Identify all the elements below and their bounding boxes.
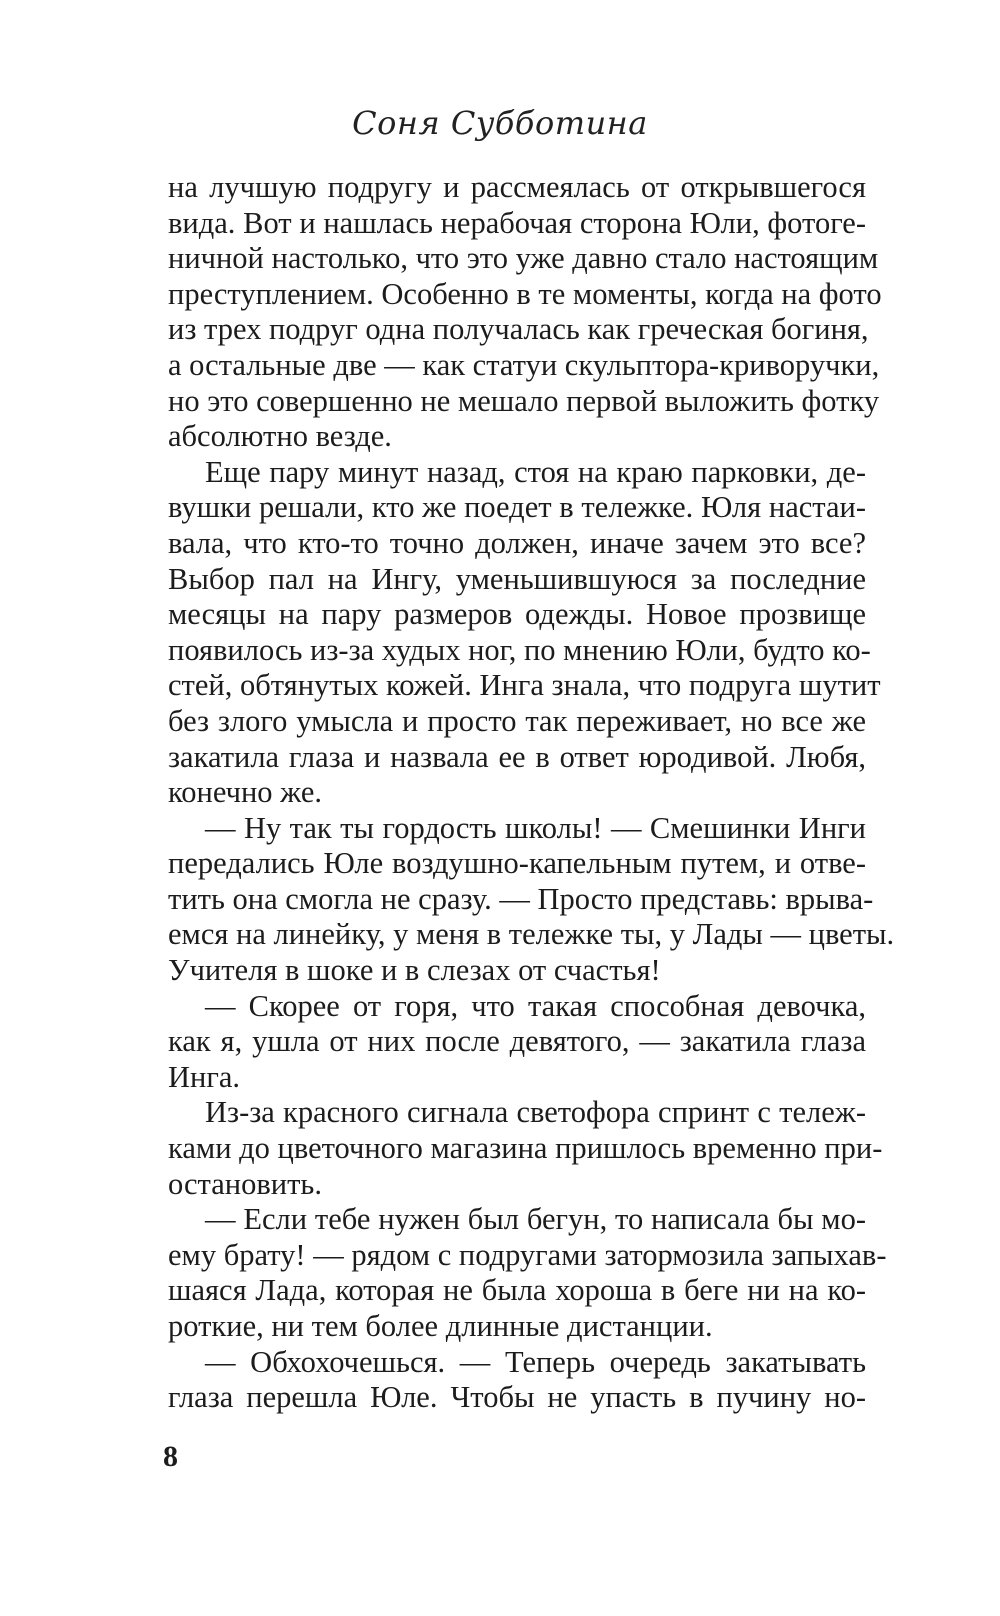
text-line: на лучшую подругу и рассмеялась от открывшегося [168, 170, 866, 204]
text-line: ему брату! — рядом с подругами затормозила запыхав- [168, 1237, 887, 1272]
text-line: передались Юле воздушно-капельным путем, и отве- [168, 846, 866, 881]
text-line: вушки решали, кто же поедет в тележке. Юля настаи- [168, 490, 866, 525]
text-line: тить она смогла не сразу. — Просто представь: врыва- [168, 881, 874, 916]
text-line: остановить. [168, 1166, 322, 1201]
text-line: вала, что кто-то точно должен, иначе зачем это все? [168, 525, 866, 560]
text-line: — Скорее от горя, что такая способная девочка, [205, 988, 866, 1023]
text-line: глаза перешла Юле. Чтобы не упасть в пучину но- [168, 1380, 866, 1415]
text-line: месяцы на пару размеров одежды. Новое прозвище [168, 597, 866, 632]
text-line: вида. Вот и нашлась нерабочая сторона Юли, фотоге- [168, 205, 866, 240]
text-line: ками до цветочного магазина пришлось временно при- [168, 1131, 883, 1166]
text-line: преступлением. Особенно в те моменты, когда на фото [168, 276, 882, 311]
text-line: Выбор пал на Ингу, уменьшившуюся за последние [168, 561, 866, 596]
text-line: емся на линейку, у меня в тележке ты, у Лады — цветы. [168, 917, 895, 952]
text-line: Из-за красного сигнала светофора спринт с тележ- [205, 1095, 866, 1130]
text-line: стей, обтянутых кожей. Инга знала, что подруга шутит [168, 668, 881, 703]
text-line: но это совершенно не мешало первой выложить фотку [168, 383, 880, 418]
text-line: — Если тебе нужен был бегун, то написала бы мо- [205, 1202, 866, 1237]
body-text [168, 170, 895, 1416]
text-line: Инга. [168, 1059, 241, 1094]
text-line: закатила глаза и назвала ее в ответ юродивой. Любя, [168, 739, 866, 774]
text-line: из трех подруг одна получалась как греческая богиня, [168, 312, 869, 347]
text-line: шаяся Лада, которая не была хороша в беге ни на ко- [168, 1273, 866, 1308]
text-line: как я, ушла от них после девятого, — закатила глаза [168, 1024, 866, 1059]
text-line: Еще пару минут назад, стоя на краю парковки, де- [205, 454, 866, 489]
text-line: Учителя в шоке и в слезах от счастья! [168, 953, 661, 988]
text-line: конечно же. [168, 775, 322, 810]
running-head: Соня Субботина [352, 104, 648, 142]
text-line: — Ну так ты гордость школы! — Смешинки Инги [205, 810, 866, 845]
text-line: абсолютно везде. [168, 419, 392, 454]
page-number: 8 [163, 1440, 178, 1473]
text-line: появилось из-за худых ног, по мнению Юли, будто ко- [168, 632, 871, 667]
text-line: без злого умысла и просто так переживает, но все же [168, 703, 866, 738]
text-line: роткие, ни тем более длинные дистанции. [168, 1309, 713, 1343]
text-line: ничной настолько, что это уже давно стало настоящим [168, 241, 879, 276]
text-line: а остальные две — как статуи скульптора-криворучки, [168, 347, 880, 382]
text-line: — Обхохочешься. — Теперь очередь закатывать [205, 1344, 866, 1379]
